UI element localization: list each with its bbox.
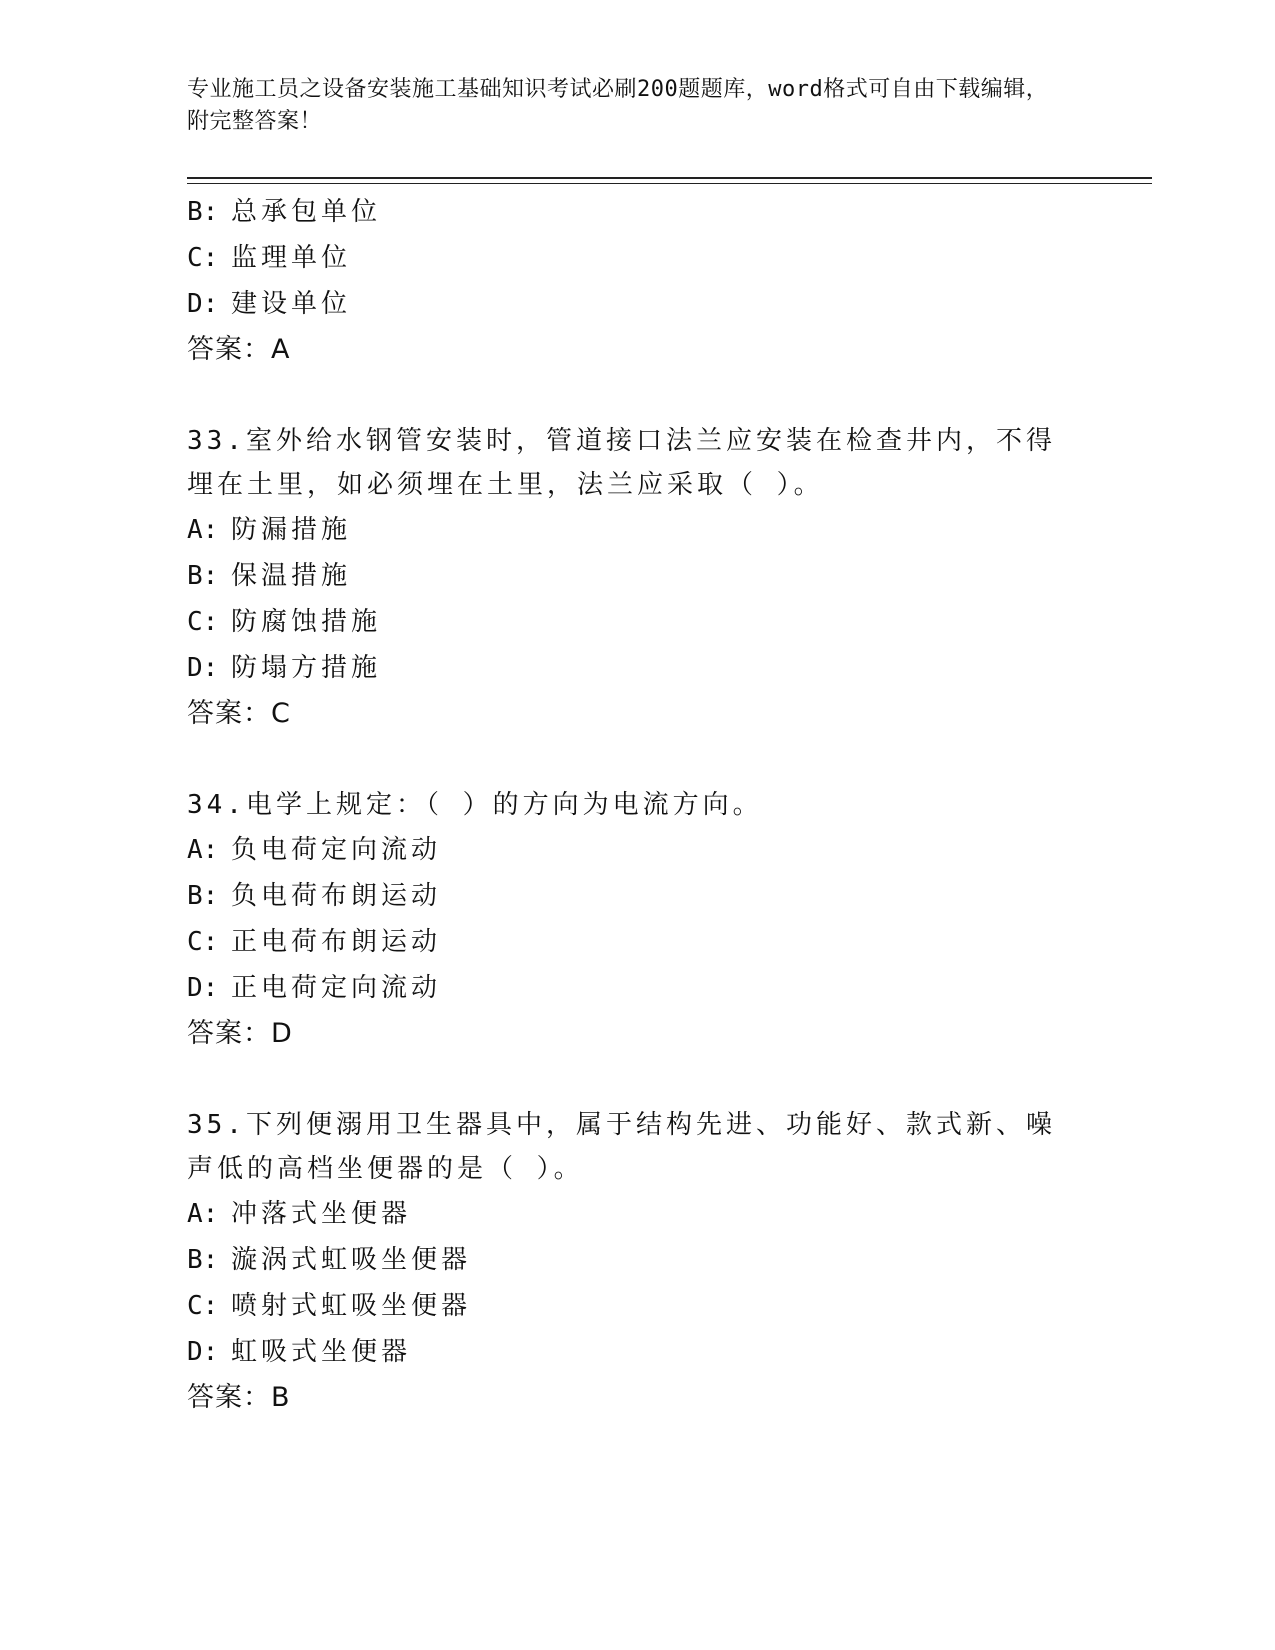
option-text: 正电荷布朗运动 (231, 927, 442, 957)
document-header: 专业施工员之设备安装施工基础知识考试必刷200题题库，word格式可自由下载编辑，附完整答案！ (187, 77, 1049, 134)
option-letter: D: (187, 653, 219, 683)
option-d (187, 965, 1087, 1011)
option-letter: C: (187, 607, 219, 637)
option-text: 喷射式虹吸坐便器 (231, 1291, 472, 1321)
option-b (187, 1237, 1087, 1283)
option-letter: C: (187, 927, 219, 957)
answer-label: 答案：D (187, 1018, 293, 1049)
spacer (187, 737, 1087, 783)
option-text: 冲落式坐便器 (231, 1199, 412, 1229)
question-content (187, 189, 1087, 1421)
option-text: 防漏措施 (231, 515, 352, 545)
option-letter: B: (187, 1245, 219, 1275)
option-a (187, 507, 1087, 553)
option-a (187, 827, 1087, 873)
option-b (187, 189, 1087, 235)
option-c (187, 1283, 1087, 1329)
option-text: 监理单位 (231, 243, 352, 273)
option-text: 虹吸式坐便器 (231, 1337, 412, 1367)
option-b (187, 873, 1087, 919)
option-letter: C: (187, 243, 219, 273)
option-letter: A: (187, 515, 219, 545)
question-35-stem: 35.下列便溺用卫生器具中，属于结构先进、功能好、款式新、噪声低的高档坐便器的是（ ）。 (187, 1110, 1056, 1184)
option-letter: A: (187, 1199, 219, 1229)
answer-label: 答案：B (187, 1382, 291, 1413)
option-a (187, 1191, 1087, 1237)
option-letter: D: (187, 973, 219, 1003)
option-d (187, 1329, 1087, 1375)
option-text: 建设单位 (231, 289, 352, 319)
option-text: 正电荷定向流动 (231, 973, 442, 1003)
option-letter: B: (187, 197, 219, 227)
option-letter: D: (187, 1337, 219, 1367)
header-rule-thin (187, 183, 1152, 184)
option-text: 负电荷定向流动 (231, 835, 442, 865)
option-d (187, 281, 1087, 327)
option-text: 防腐蚀措施 (231, 607, 382, 637)
option-letter: A: (187, 835, 219, 865)
option-letter: B: (187, 561, 219, 591)
option-b (187, 553, 1087, 599)
option-text: 漩涡式虹吸坐便器 (231, 1245, 472, 1275)
option-letter: D: (187, 289, 219, 319)
option-text: 保温措施 (231, 561, 352, 591)
spacer (187, 1057, 1087, 1103)
question-33-stem: 33.室外给水钢管安装时，管道接口法兰应安装在检查井内，不得埋在土里，如必须埋在土里，法兰应采取（ ）。 (187, 426, 1056, 500)
option-d (187, 645, 1087, 691)
option-letter: C: (187, 1291, 219, 1321)
option-c (187, 599, 1087, 645)
answer-label: 答案：A (187, 334, 291, 365)
option-text: 负电荷布朗运动 (231, 881, 442, 911)
option-letter: B: (187, 881, 219, 911)
option-c (187, 235, 1087, 281)
option-text: 总承包单位 (231, 197, 382, 227)
spacer (187, 373, 1087, 419)
answer-label: 答案：C (187, 698, 291, 729)
option-c (187, 919, 1087, 965)
option-text: 防塌方措施 (231, 653, 382, 683)
question-34-stem: 34.电学上规定：（ ）的方向为电流方向。 (187, 790, 763, 820)
header-rule-thick (187, 177, 1152, 179)
